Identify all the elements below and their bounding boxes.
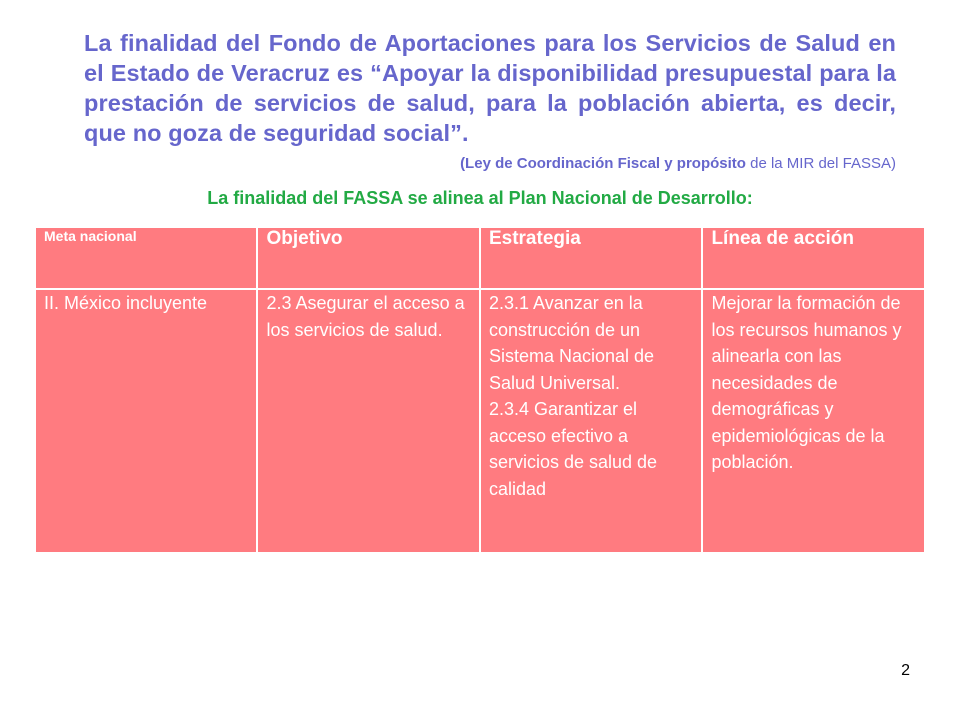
header-linea-de-accion: Línea de acción (702, 227, 925, 289)
header-objetivo: Objetivo (257, 227, 479, 289)
cell-objetivo: 2.3 Asegurar el acceso a los servicios de salud. (257, 289, 479, 553)
cell-linea: Mejorar la formación de los recursos humanos y alinearla con las necesidades de demográficas y epidemiológicas de la población. (702, 289, 925, 553)
intro-paragraph: La finalidad del Fondo de Aportaciones para los Servicios de Salud en el Estado de Veracruz es “Apoyar la disponibilidad presupuestal para la prestación de servicios de salud, para la población abierta, es decir, que no goza de seguridad social”. (84, 30, 896, 146)
table-subtitle: La finalidad del FASSA se alinea al Plan Nacional de Desarrollo: (207, 188, 753, 208)
citation (200, 154, 896, 174)
page-number: 2 (901, 662, 910, 679)
estrategia-item: 2.3.1 Avanzar en la construcción de un Sistema Nacional de Salud Universal. (488, 293, 655, 393)
table-row (35, 289, 925, 553)
header-meta-nacional: Meta nacional (35, 227, 257, 289)
alignment-table (34, 226, 926, 554)
cell-meta: II. México incluyente (35, 289, 257, 553)
header-estrategia: Estrategia (480, 227, 702, 289)
cell-estrategia (480, 289, 702, 553)
estrategia-item: 2.3.4 Garantizar el acceso efectivo a servicios de salud de calidad (488, 399, 658, 499)
table-header-row (35, 227, 925, 289)
citation-bold: (Ley de Coordinación Fiscal y propósito (460, 155, 746, 172)
citation-regular: de la MIR del FASSA) (745, 155, 896, 172)
